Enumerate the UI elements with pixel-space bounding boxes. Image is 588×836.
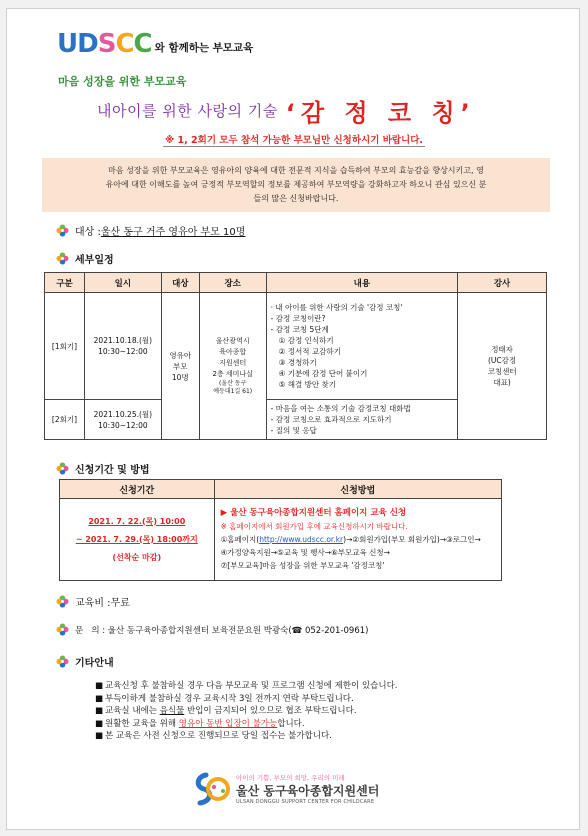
list-item: ■ 본 교육은 사전 신청으로 진행되므로 당일 접수는 불가합니다. (95, 731, 332, 741)
table-row: [1회기] 2021.10.18.(월) 10:30~12:00 영유아 부모 10명 울산광역시 육아종합 지원센터 2층 세미나실 (울산 동구 예등대1길 61) · 내 아이를 위한 사랑의 기술 '감정 코칭' - 감정 코칭이란? - 감정 코칭 5단계 ① 감정 인식하기 ② 정서적 교감하기 ③ 경청하기 ④ 기분에 감정 단어 붙이기 ⑤ 해결 방안 찾기 정태자 (UC감정 코칭센터 대표) (45, 293, 547, 400)
col-header: 일시 (84, 273, 161, 293)
col-header: 신청방법 (214, 480, 501, 499)
table-row: [2회기] 2021.10.25.(월) 10:30~12:00 - 마음을 여는 소통의 기술 감정코칭 대화법 - 감정 코칭으로 효과적으로 지도하기 - 질의 및 응답 (45, 400, 547, 440)
homepage-link[interactable]: http://www.udscc.or.kr (259, 535, 344, 544)
apply-heading: 신청기간 및 방법 (56, 461, 150, 476)
fee-section: 교육비 : 무료 (56, 594, 130, 609)
apply-table (59, 479, 502, 581)
flower-icon (56, 623, 69, 636)
footer-logo: 아이의 기쁨, 부모의 희망, 우리의 미래 울산 동구육아종합지원센터 ULSAN DONGGU SUPPORT CENTER FOR CHILDCARE (192, 769, 379, 809)
flower-icon (56, 252, 69, 265)
main-title-part1: 내아이를 위한 사랑의 기술 (97, 102, 278, 120)
udscc-logo: UDSCC (57, 29, 152, 59)
schedule-heading: 세부일정 (56, 251, 114, 266)
apply-period: 2021. 7. 22.(목) 10:00 ~ 2021. 7. 29.(목) 18:00까지 (선착순 마감) (60, 499, 215, 581)
col-header: 내용 (266, 273, 458, 293)
flower-icon (56, 224, 69, 237)
col-header: 강사 (458, 273, 547, 293)
schedule-table (44, 272, 547, 440)
list-item: ■ 교육신청 후 불참하실 경우 다음 부모교육 및 프로그램 신청에 제한이 있습니다. (95, 681, 398, 691)
list-item: ■ 원활한 교육을 위해 영유아 동반 입장이 불가능합니다. (95, 718, 305, 729)
logo-tagline: 와 함께하는 부모교육 (154, 42, 254, 54)
attendance-notice: ※ 1, 2회기 모두 참석 가능한 부모님만 신청하시기 바랍니다. (164, 135, 424, 146)
flower-icon (56, 462, 69, 475)
main-title (97, 93, 476, 128)
center-logo-icon (192, 769, 232, 809)
list-item: ■ 교육실 내에는 음식물 반입이 금지되어 있으므로 협조 부탁드립니다. (95, 706, 357, 716)
contact-section: 문 의 : 울산 동구육아종합지원센터 보육전문요원 박광숙(☎ 052-201-0961) (56, 623, 368, 636)
col-header: 대상 (161, 273, 199, 293)
apply-method: ▶ 울산 동구육아종합지원센터 홈페이지 교육 신청 ※ 홈페이지에서 회원가입 후에 교육신청하시기 바랍니다. ①홈페이지(http://www.udscc.or.kr)→②회원가입(부모 회원가입)→③로그인→ ④가정양육지원→⑤교육 및 행사→⑥부모교육 신청→ ⑦[부모교육]마음 성장을 위한 부모교육 '감정코칭' (214, 499, 501, 581)
list-item: ■ 부득이하게 불참하실 경우 교육시작 3일 전까지 연락 부탁드립니다. (95, 693, 354, 704)
intro-box: 마음 성장을 위한 부모교육은 영유아의 양육에 대한 전문적 지식을 습득하여 부모의 효능감을 향상시키고, 영 유아에 대한 이해도를 높여 긍정적 부모역할의 정보를 제공하여 부모역량을 강화하고자 하오니 관심 있으신 분 들의 많은 신청바랍니다. (42, 158, 550, 212)
target-value: 울산 동구 거주 영유아 부모 10명 (100, 227, 246, 238)
flower-icon (56, 655, 69, 668)
poster (6, 8, 580, 830)
flower-icon (56, 595, 69, 608)
etc-list (95, 680, 397, 743)
col-header: 장소 (199, 273, 266, 293)
table-row (60, 499, 502, 581)
col-header: 구분 (45, 273, 85, 293)
subtitle: 마음 성장을 위한 부모교육 (58, 75, 187, 88)
target-section: 대상 : 울산 동구 거주 영유아 부모 10명 (56, 223, 245, 238)
logo-row (57, 31, 253, 57)
col-header: 신청기간 (60, 480, 215, 499)
etc-heading: 기타안내 (56, 654, 114, 669)
main-title-part2: ‘감 정 코 칭’ (285, 99, 476, 127)
